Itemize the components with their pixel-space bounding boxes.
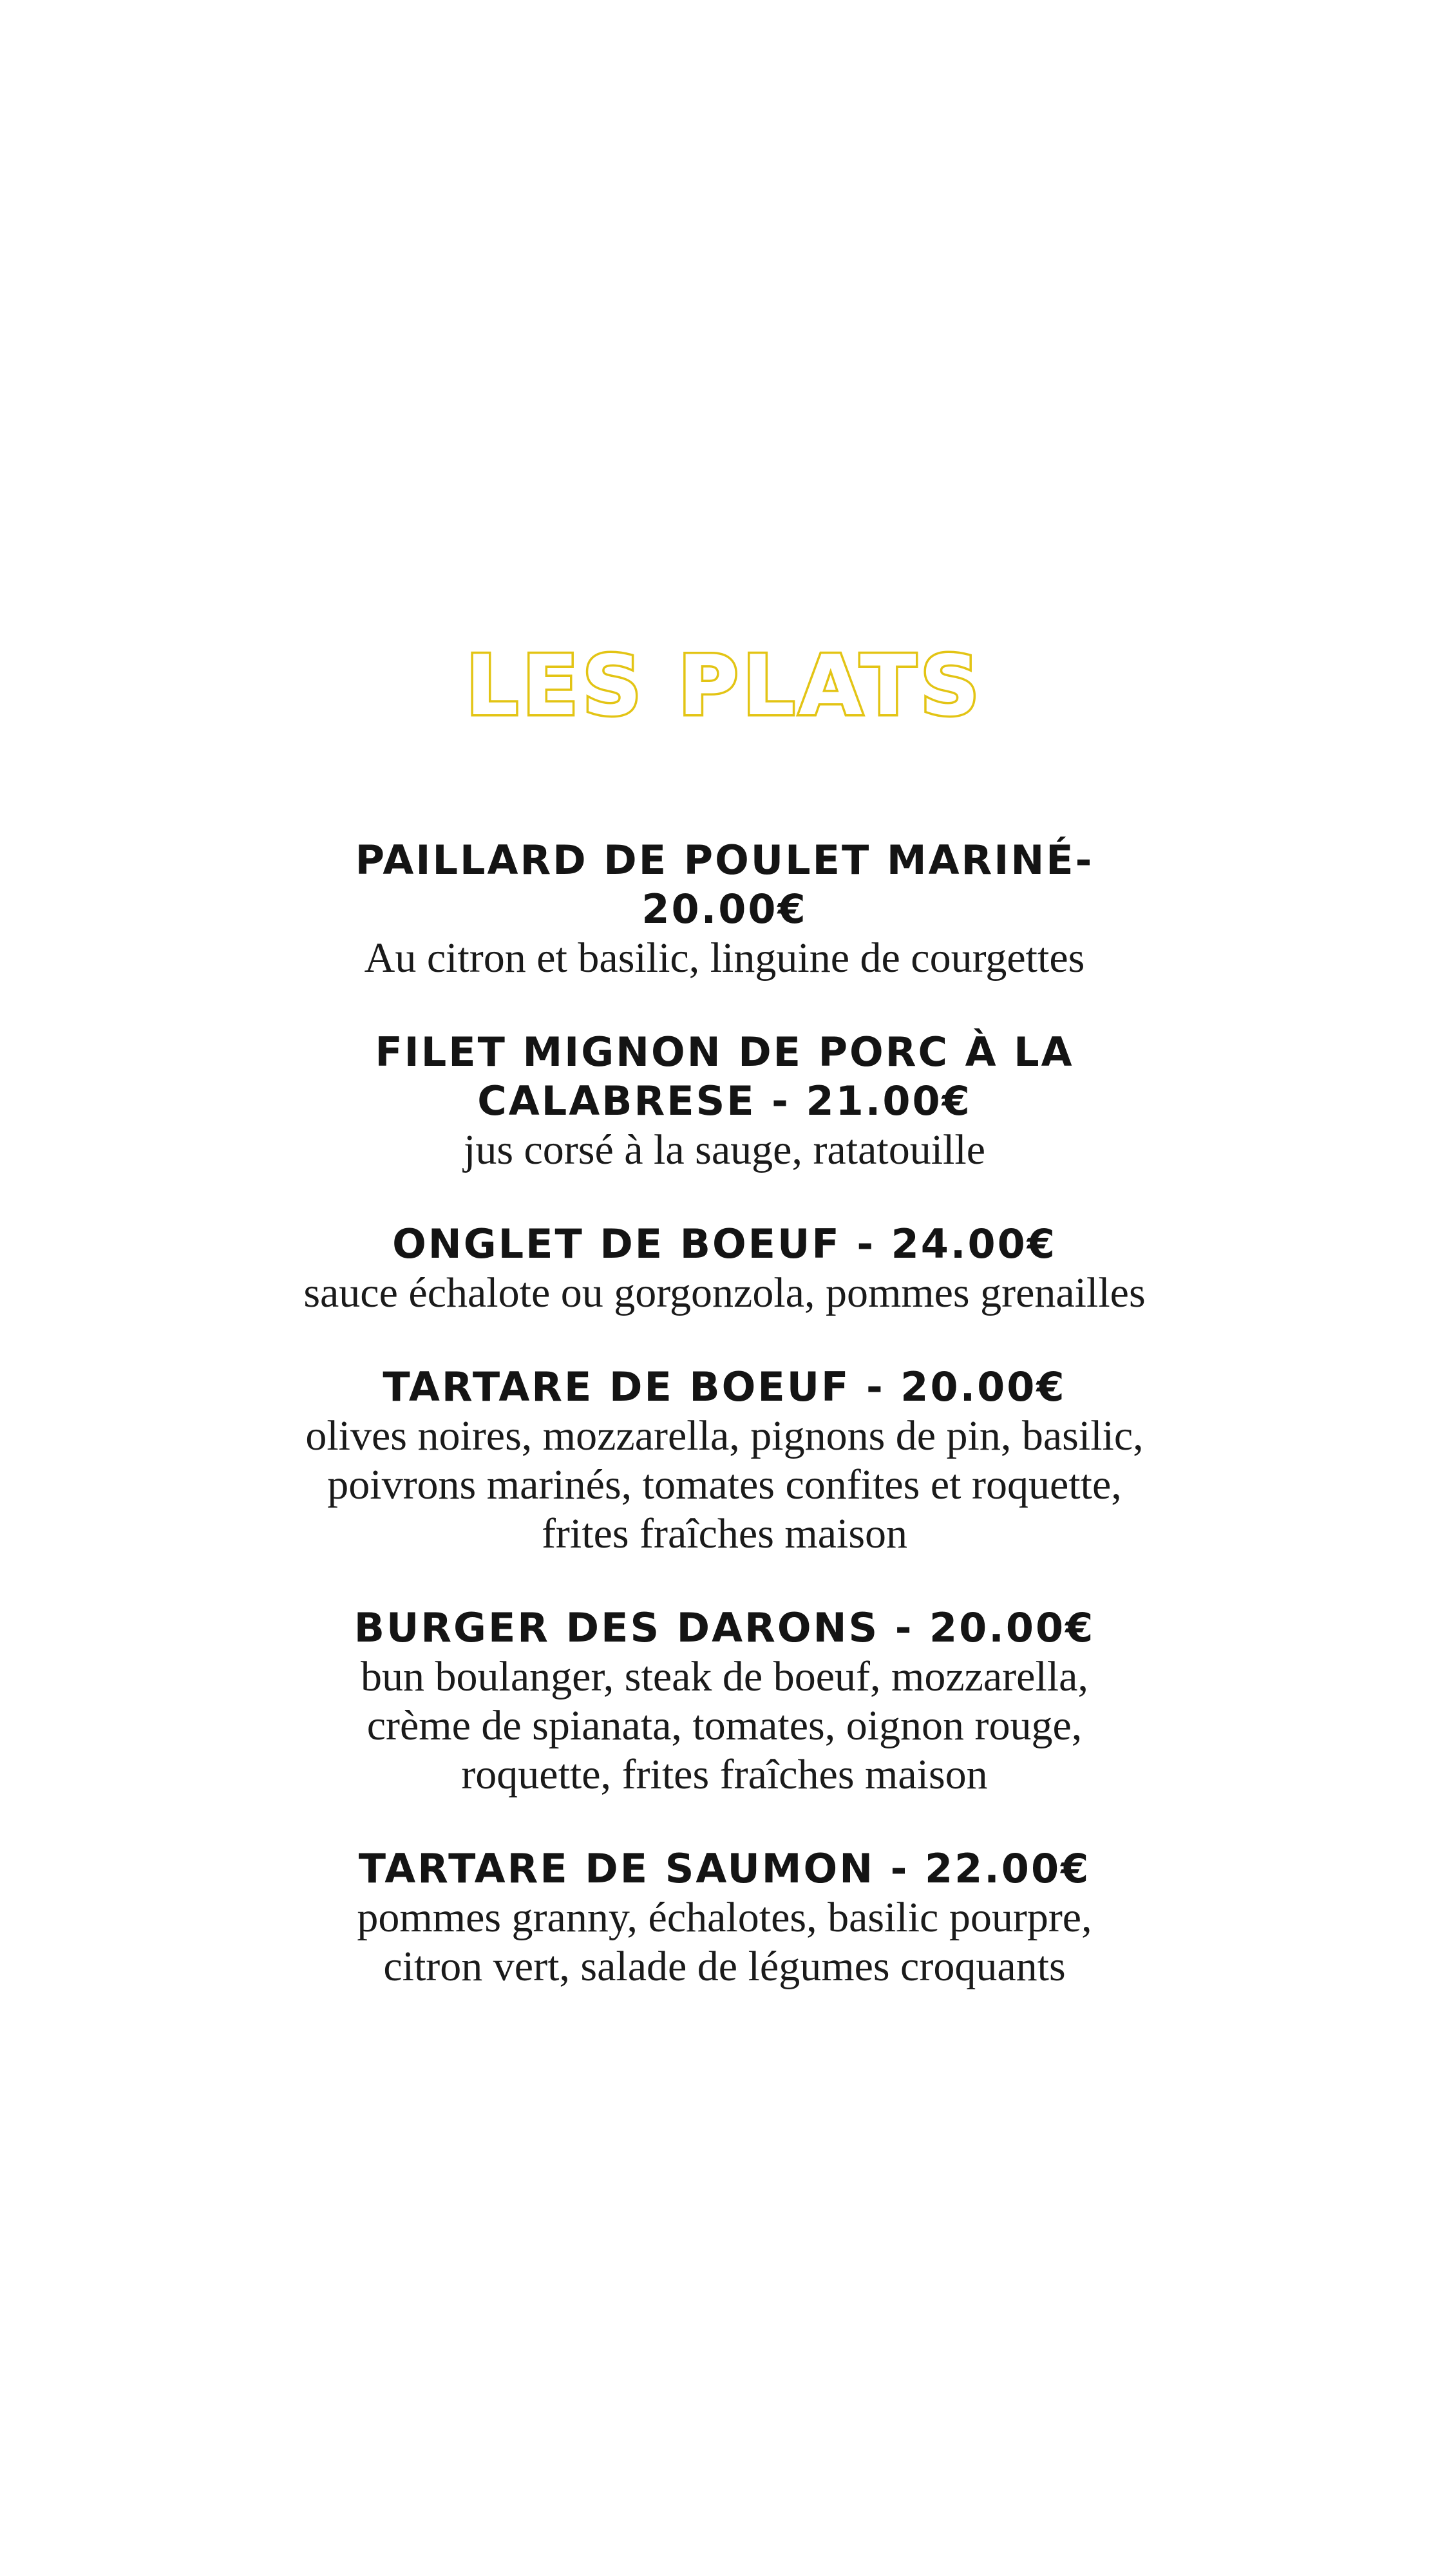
menu-item-description: bun boulanger, steak de boeuf, mozzarella, crème de spianata, tomates, oignon rouge, roquette, frites fraîches maison <box>361 1653 1088 1798</box>
menu-item-description: jus corsé à la sauge, ratatouille <box>463 1126 985 1173</box>
menu-item <box>0 836 1449 983</box>
section-title: LES PLATS <box>466 638 983 734</box>
menu-item-title: TARTARE DE BOEUF - 20.00€ <box>383 1363 1066 1410</box>
menu-item-title: PAILLARD DE POULET MARINÉ- 20.00€ <box>355 837 1094 933</box>
menu-item-title: TARTARE DE SAUMON - 22.00€ <box>358 1845 1091 1892</box>
menu-item-title: BURGER DES DARONS - 20.00€ <box>354 1604 1095 1651</box>
menu-item-title: FILET MIGNON DE PORC À LA CALABRESE - 21.00€ <box>375 1028 1074 1124</box>
menu-item <box>0 1028 1449 1175</box>
menu-item <box>0 1604 1449 1799</box>
menu-item <box>0 1363 1449 1558</box>
menu-item-description: olives noires, mozzarella, pignons de pin, basilic, poivrons marinés, tomates confites et roquette, frites fraîches maison <box>305 1412 1144 1557</box>
menu-item-description: sauce échalote ou gorgonzola, pommes grenailles <box>303 1269 1146 1316</box>
menu-item-title: ONGLET DE BOEUF - 24.00€ <box>392 1220 1057 1267</box>
menu-item-description: pommes granny, échalotes, basilic pourpre, citron vert, salade de légumes croquants <box>357 1894 1092 1990</box>
menu-item <box>0 1220 1449 1318</box>
menu-list <box>0 836 1449 1991</box>
menu-item-description: Au citron et basilic, linguine de courgettes <box>364 934 1085 981</box>
menu-item <box>0 1844 1449 1991</box>
